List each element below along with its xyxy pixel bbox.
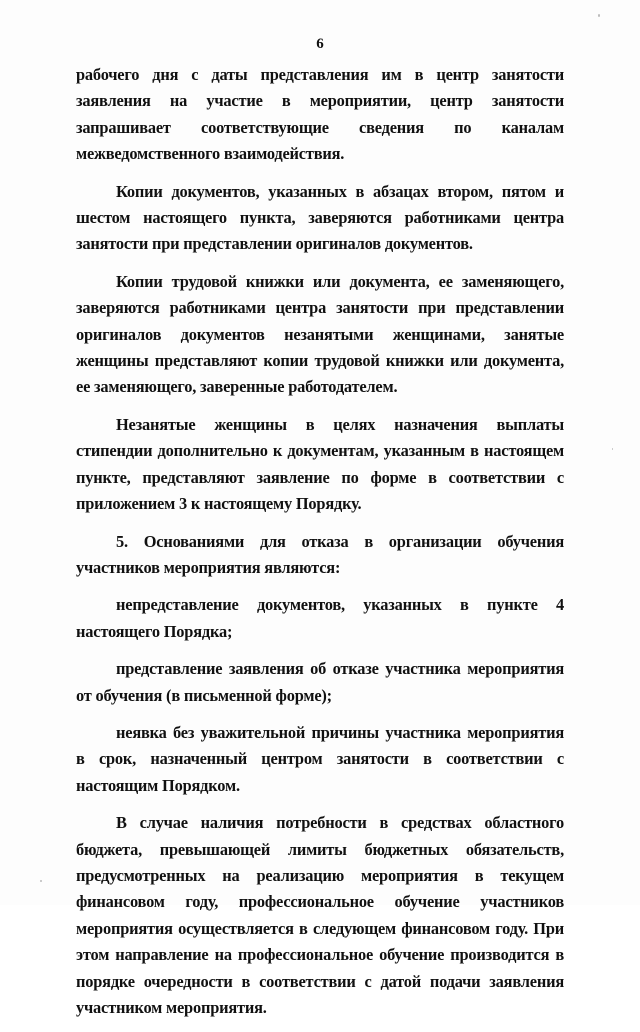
scan-speck bbox=[40, 880, 42, 882]
scan-speck bbox=[598, 14, 600, 17]
paragraph-budget-limits: В случае наличия потребности в средствах областного бюджета, превышающей лимиты бюджетных обязательств, предусмотренных на реализацию мероприятия в текущем финансовом году, профессиональное обучение участников мероприятия осуществляется в следующем финансовом году. При этом направление на профессиональное обучение производится в порядке очередности в соответствии с датой подачи заявления участником мероприятия. bbox=[76, 813, 564, 1017]
paragraph-stipend-application: Незанятые женщины в целях назначения выплаты стипендии дополнительно к документам, указанным в настоящем пункте, представляют заявление по форме в соответствии с приложением 3 к настоящему Порядку. bbox=[76, 414, 564, 514]
paragraph-work-book-copies: Копии трудовой книжки или документа, ее заменяющего, заверяются работниками центра занятости при представлении оригиналов документов незанятыми женщинами, занятые женщины представляют копии трудовой книжки или документа, ее заменяющего, заверенные работодателем. bbox=[76, 271, 564, 397]
list-item-refusal-statement: представление заявления об отказе участника мероприятия от обучения (в письменной форме); bbox=[76, 659, 564, 705]
list-item-no-show: неявка без уважительной причины участника мероприятия в срок, назначенный центром занятости в соответствии с настоящим Порядком. bbox=[76, 722, 564, 795]
paragraph-copies-certification: Копии документов, указанных в абзацах втором, пятом и шестом настоящего пункта, заверяются работниками центра занятости при представлении оригиналов документов. bbox=[76, 181, 564, 254]
scan-speck bbox=[612, 448, 613, 450]
list-item-nonsubmission: непредставление документов, указанных в пункте 4 настоящего Порядка; bbox=[76, 595, 564, 641]
page-number: 6 bbox=[316, 36, 324, 52]
paragraph-continuation: рабочего дня с даты представления им в центр занятости заявления на участие в мероприятии, центр занятости запрашивает соответствующие сведения по каналам межведомственного взаимодействия. bbox=[76, 65, 564, 164]
document-body bbox=[76, 62, 564, 1032]
paragraph-refusal-grounds: 5. Основаниями для отказа в организации обучения участников мероприятия являются: bbox=[76, 531, 564, 577]
